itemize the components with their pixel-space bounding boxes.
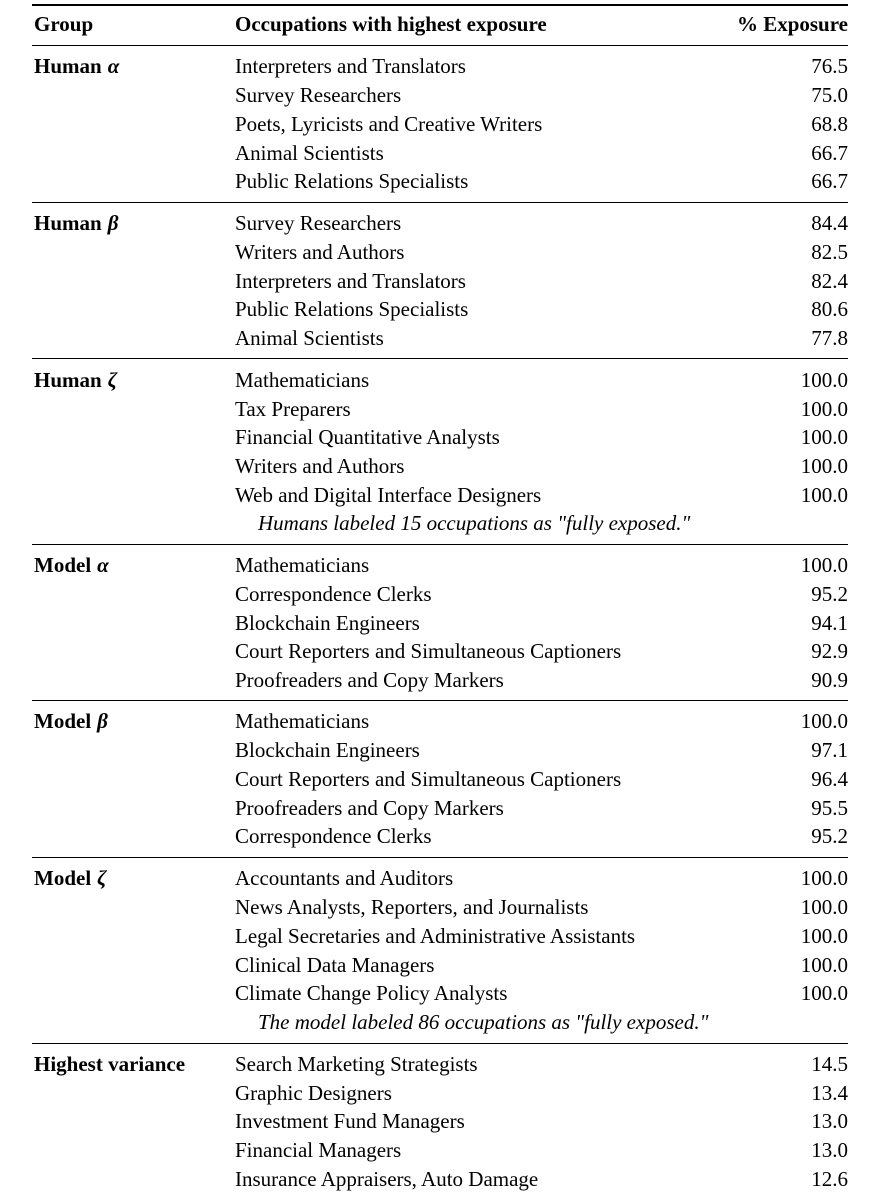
group-note: The model labeled 86 occupations as "fully exposed." — [258, 1010, 709, 1034]
exposure-cell: 13.4 — [811, 1081, 848, 1105]
occupation-cell: Interpreters and Translators — [235, 54, 466, 78]
exposure-cell: 76.5 — [811, 54, 848, 78]
exposure-cell: 77.8 — [811, 326, 848, 350]
group-divider — [32, 202, 848, 203]
group-divider — [32, 358, 848, 359]
occupation-cell: Accountants and Auditors — [235, 866, 454, 890]
exposure-cell: 82.4 — [811, 269, 848, 293]
group-name: Human — [34, 54, 102, 78]
exposure-cell: 80.6 — [811, 297, 848, 321]
exposure-cell: 95.2 — [811, 582, 848, 606]
group-symbol: β — [97, 709, 108, 733]
exposure-cell: 66.7 — [811, 141, 848, 165]
exposure-cell: 95.2 — [811, 824, 848, 848]
group-symbol: β — [107, 211, 119, 235]
header-group: Group — [34, 12, 94, 36]
group-label — [34, 209, 118, 238]
occupation-cell: Correspondence Clerks — [235, 582, 432, 606]
occupation-cell: Court Reporters and Simultaneous Captioners — [235, 639, 622, 663]
occupation-cell: Mathematicians — [235, 553, 370, 577]
occupation-cell: Insurance Appraisers, Auto Damage — [235, 1167, 539, 1191]
exposure-cell: 100.0 — [800, 866, 848, 890]
exposure-cell: 90.9 — [811, 668, 848, 692]
header-exposure: % Exposure — [736, 12, 848, 36]
exposure-cell: 100.0 — [800, 895, 848, 919]
exposure-cell: 100.0 — [800, 981, 848, 1005]
exposure-cell: 92.9 — [811, 639, 848, 663]
exposure-cell: 100.0 — [800, 397, 848, 421]
occupation-cell: Web and Digital Interface Designers — [235, 483, 542, 507]
header-occupations: Occupations with highest exposure — [235, 12, 547, 36]
occupation-cell: Court Reporters and Simultaneous Captioners — [235, 767, 622, 791]
occupation-cell: Interpreters and Translators — [235, 269, 466, 293]
exposure-cell: 100.0 — [800, 454, 848, 478]
exposure-cell: 100.0 — [800, 425, 848, 449]
group-label — [34, 52, 119, 81]
occupation-cell: Poets, Lyricists and Creative Writers — [235, 112, 543, 136]
group-name: Human — [34, 368, 102, 392]
group-label — [34, 366, 117, 395]
occupation-cell: Climate Change Policy Analysts — [235, 981, 508, 1005]
group-divider — [32, 700, 848, 701]
group-label — [34, 864, 106, 893]
exposure-cell: 84.4 — [811, 211, 848, 235]
group-name: Model — [34, 553, 92, 577]
group-symbol: ζ — [107, 368, 117, 392]
group-label — [34, 1050, 185, 1079]
occupation-cell: Financial Quantitative Analysts — [235, 425, 500, 449]
exposure-cell: 12.6 — [811, 1167, 848, 1191]
group-symbol: α — [97, 553, 109, 577]
occupation-cell: Public Relations Specialists — [235, 169, 469, 193]
group-divider — [32, 544, 848, 545]
exposure-cell: 13.0 — [811, 1109, 848, 1133]
group-divider — [32, 857, 848, 858]
occupation-cell: Writers and Authors — [235, 454, 405, 478]
exposure-cell: 13.0 — [811, 1138, 848, 1162]
exposure-cell: 100.0 — [800, 368, 848, 392]
occupation-cell: Animal Scientists — [235, 326, 384, 350]
exposure-cell: 66.7 — [811, 169, 848, 193]
occupation-cell: Animal Scientists — [235, 141, 384, 165]
occupation-cell: Blockchain Engineers — [235, 611, 420, 635]
occupation-cell: Writers and Authors — [235, 240, 405, 264]
occupation-cell: Survey Researchers — [235, 211, 402, 235]
exposure-cell: 100.0 — [800, 709, 848, 733]
exposure-cell: 75.0 — [811, 83, 848, 107]
exposure-cell: 100.0 — [800, 924, 848, 948]
occupation-cell: Financial Managers — [235, 1138, 402, 1162]
group-symbol: α — [107, 54, 120, 78]
header-rule — [32, 45, 848, 46]
exposure-cell: 100.0 — [800, 483, 848, 507]
occupation-cell: Mathematicians — [235, 368, 370, 392]
occupation-cell: Legal Secretaries and Administrative Assistants — [235, 924, 636, 948]
occupation-cell: News Analysts, Reporters, and Journalists — [235, 895, 589, 919]
occupation-cell: Tax Preparers — [235, 397, 351, 421]
exposure-cell: 94.1 — [811, 611, 848, 635]
group-label — [34, 551, 109, 580]
occupation-cell: Mathematicians — [235, 709, 370, 733]
exposure-cell: 100.0 — [800, 953, 848, 977]
exposure-cell: 68.8 — [811, 112, 848, 136]
exposure-cell: 82.5 — [811, 240, 848, 264]
occupation-cell: Proofreaders and Copy Markers — [235, 796, 504, 820]
group-name: Highest variance — [34, 1052, 186, 1076]
occupation-cell: Graphic Designers — [235, 1081, 392, 1105]
occupation-cell: Survey Researchers — [235, 83, 402, 107]
group-name: Human — [34, 211, 102, 235]
group-divider — [32, 1043, 848, 1044]
group-symbol: ζ — [97, 866, 107, 890]
occupation-cell: Search Marketing Strategists — [235, 1052, 478, 1076]
exposure-cell: 96.4 — [811, 767, 848, 791]
occupation-cell: Correspondence Clerks — [235, 824, 432, 848]
occupation-cell: Blockchain Engineers — [235, 738, 420, 762]
occupation-cell: Proofreaders and Copy Markers — [235, 668, 504, 692]
group-label — [34, 707, 108, 736]
occupation-cell: Clinical Data Managers — [235, 953, 435, 977]
table-top-rule — [32, 4, 848, 6]
exposure-cell: 100.0 — [800, 553, 848, 577]
group-note: Humans labeled 15 occupations as "fully exposed." — [258, 511, 691, 535]
exposure-cell: 97.1 — [811, 738, 848, 762]
exposure-cell: 14.5 — [811, 1052, 848, 1076]
group-name: Model — [34, 866, 92, 890]
occupation-cell: Public Relations Specialists — [235, 297, 469, 321]
group-name: Model — [34, 709, 92, 733]
exposure-cell: 95.5 — [811, 796, 848, 820]
occupation-cell: Investment Fund Managers — [235, 1109, 465, 1133]
